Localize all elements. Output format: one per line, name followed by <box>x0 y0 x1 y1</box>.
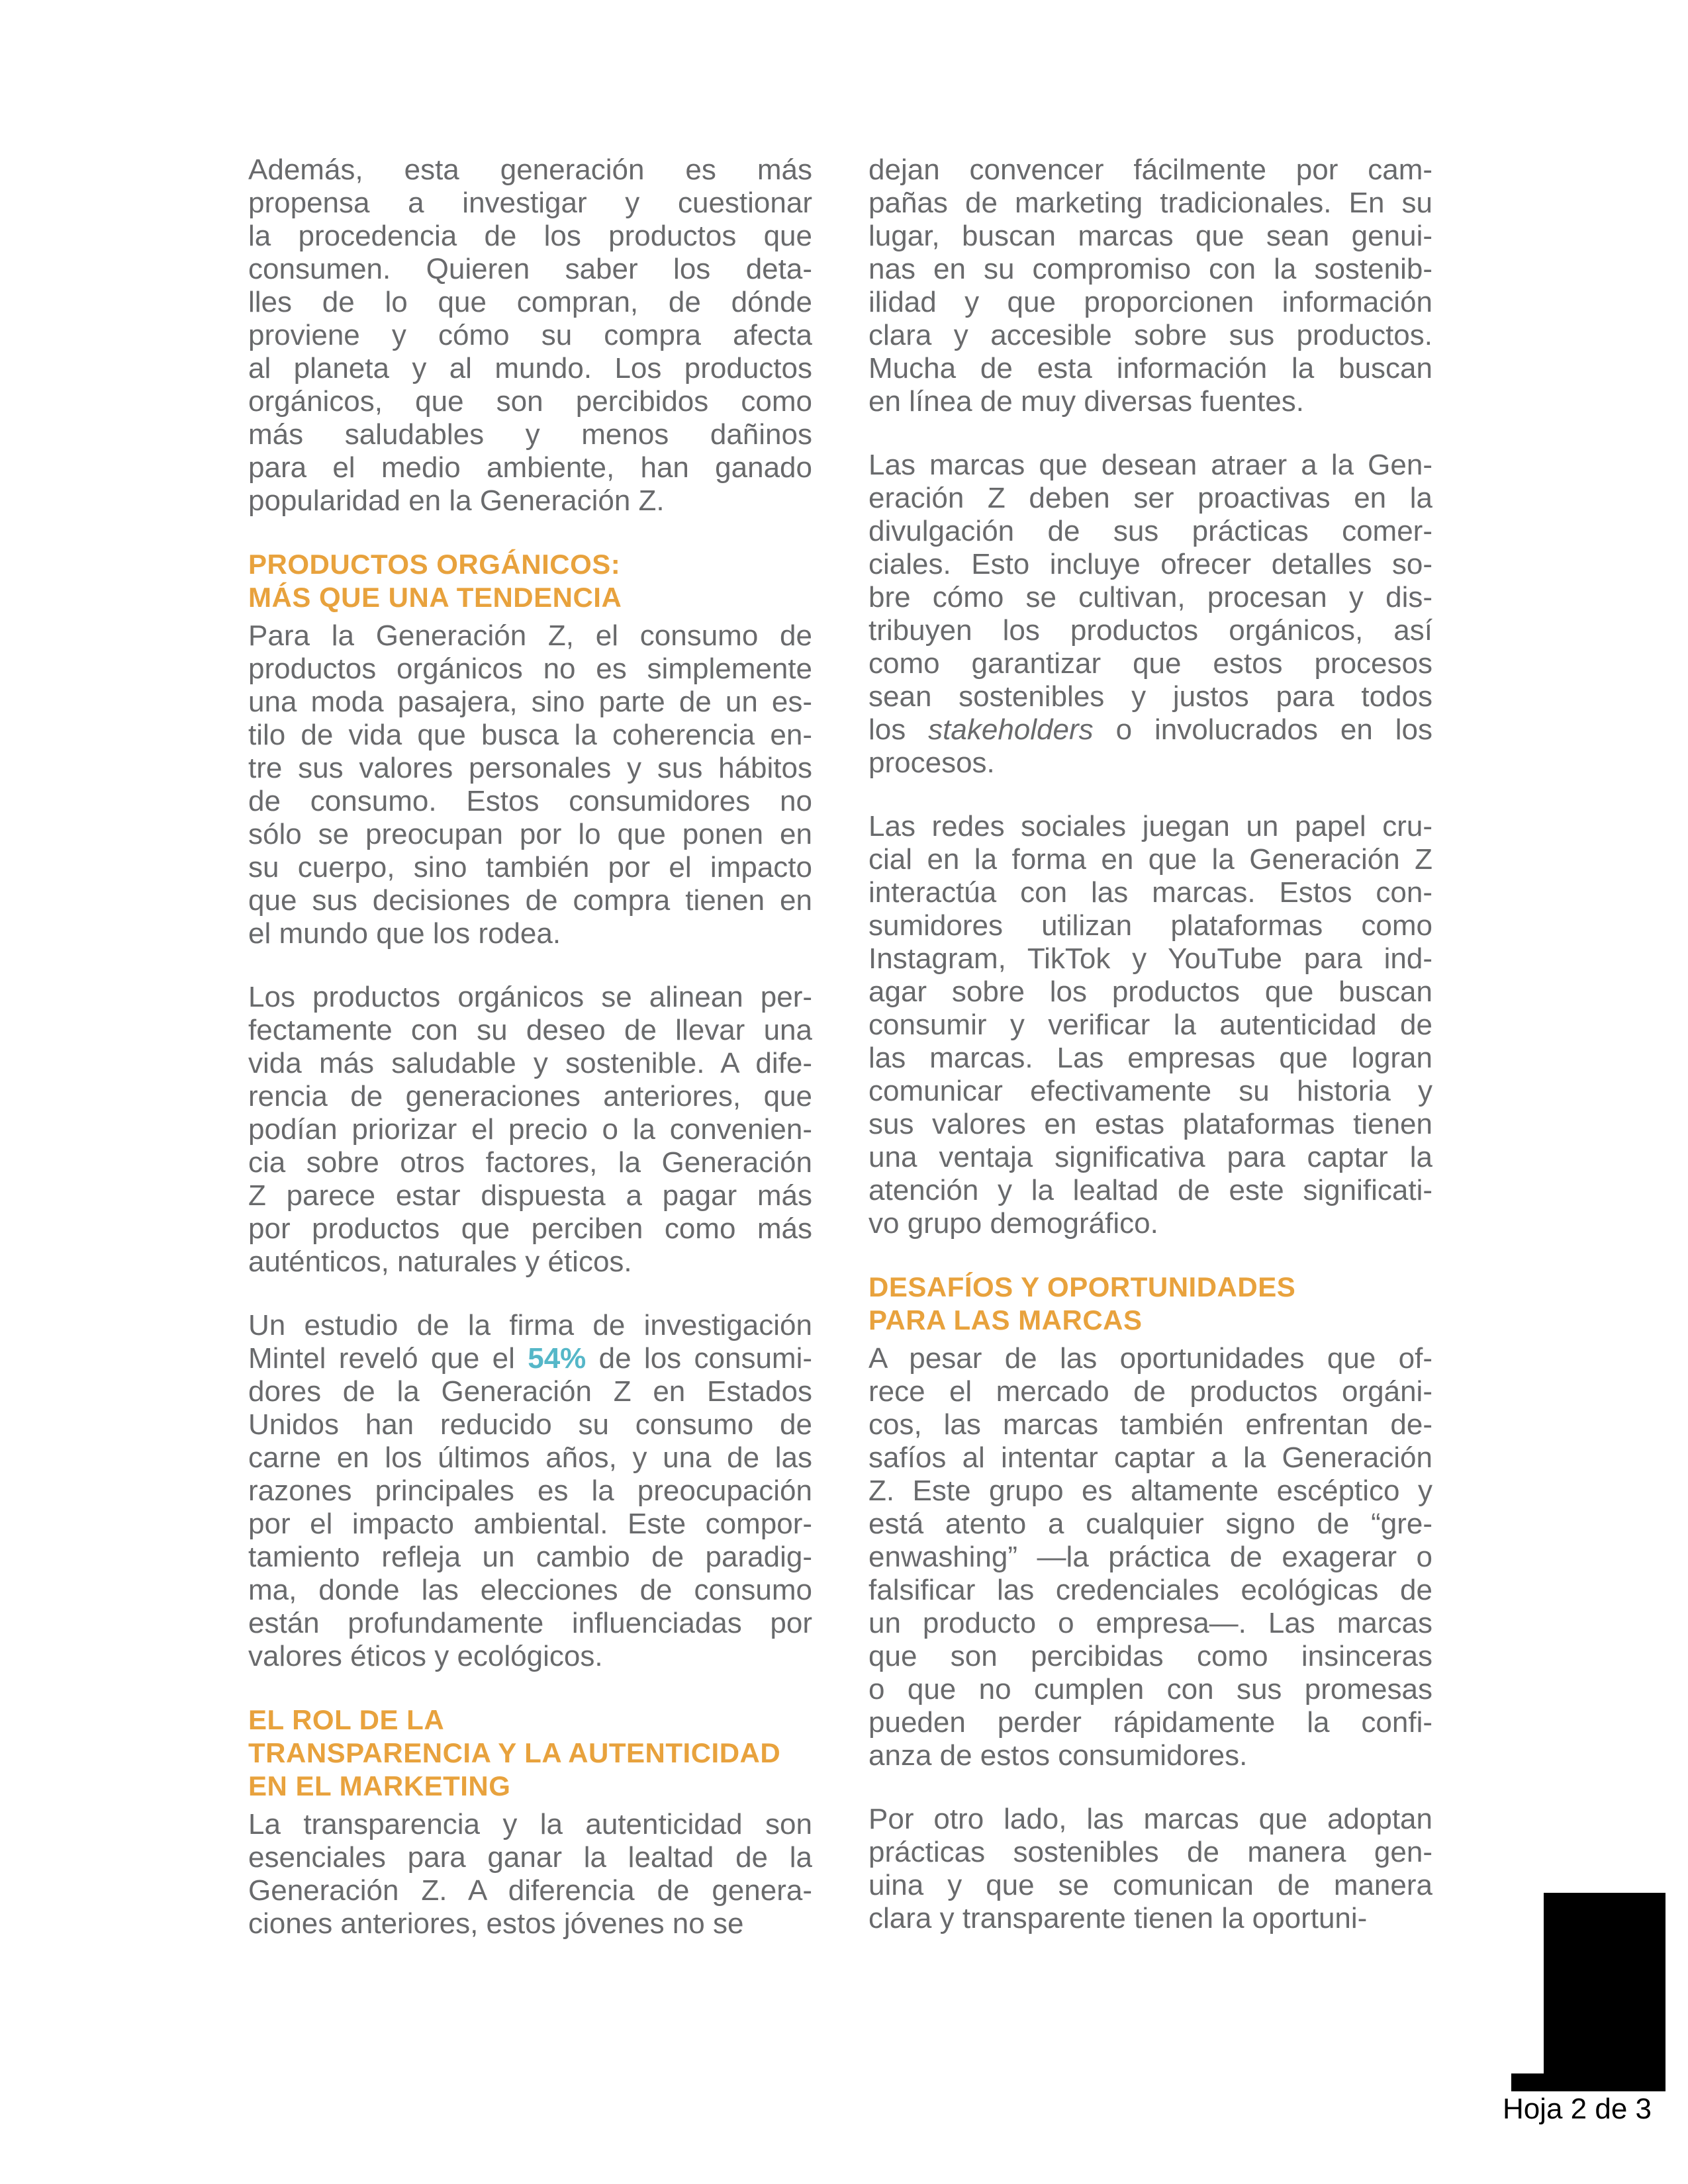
paragraph-line <box>868 482 1432 515</box>
paragraph-line <box>868 747 1432 780</box>
text-segment: tamiento refleja un cambio de paradig- <box>248 1541 812 1573</box>
text-segment: para el medio ambiente, han ganado <box>248 451 812 484</box>
paragraph-line <box>248 1080 812 1113</box>
text-segment: por el impacto ambiental. Este compor- <box>248 1508 812 1540</box>
paragraph-line <box>868 1574 1432 1607</box>
paragraph-line <box>248 619 812 653</box>
text-segment: rencia de generaciones anteriores, que <box>248 1080 812 1113</box>
text-segment: el mundo que los rodea. <box>248 917 561 950</box>
paragraph-line <box>868 614 1432 647</box>
text-segment: valores éticos y ecológicos. <box>248 1640 603 1672</box>
paragraph-line <box>248 220 812 253</box>
paragraph <box>868 449 1432 780</box>
paragraph-line <box>248 653 812 686</box>
text-segment: ciales. Esto incluye ofrecer detalles so- <box>868 548 1432 580</box>
paragraph-line <box>868 515 1432 548</box>
text-segment: sólo se preocupan por lo que ponen en <box>248 818 812 850</box>
heading-line <box>248 1737 812 1770</box>
text-segment: están profundamente influenciadas por <box>248 1607 812 1639</box>
heading-line <box>248 1770 812 1803</box>
paragraph-line <box>248 1640 812 1673</box>
paragraph <box>248 154 812 518</box>
text-segment: vo grupo demográfico. <box>868 1207 1158 1240</box>
paragraph-line <box>248 1014 812 1047</box>
text-segment: o involucrados en los <box>1093 713 1432 746</box>
paragraph-line <box>868 1141 1432 1174</box>
paragraph-line <box>868 909 1432 942</box>
paragraph-line <box>248 484 812 518</box>
paragraph-line <box>868 1640 1432 1673</box>
section-heading <box>248 548 812 614</box>
text-segment: Los productos orgánicos se alinean per- <box>248 981 812 1013</box>
text-segment: bre cómo se cultivan, procesan y dis- <box>868 581 1432 614</box>
paragraph-line <box>868 1869 1432 1902</box>
text-segment: TRANSPARENCIA Y LA AUTENTICIDAD <box>248 1737 781 1768</box>
paragraph-line <box>248 1508 812 1541</box>
paragraph-line <box>248 917 812 950</box>
paragraph-line <box>248 686 812 719</box>
paragraph-line <box>248 1475 812 1508</box>
paragraph-line <box>248 884 812 917</box>
text-segment: al planeta y al mundo. Los productos <box>248 352 812 385</box>
text-segment: razones principales es la preocupación <box>248 1475 812 1507</box>
text-segment: en línea de muy diversas fuentes. <box>868 385 1304 418</box>
section-heading <box>248 1704 812 1803</box>
text-segment: ma, donde las elecciones de consumo <box>248 1574 812 1606</box>
text-segment: DESAFÍOS Y OPORTUNIDADES <box>868 1271 1296 1302</box>
paragraph-line <box>868 876 1432 909</box>
text-segment: su cuerpo, sino también por el impacto <box>248 851 812 884</box>
paragraph-line <box>868 1902 1432 1935</box>
text-segment: orgánicos, que son percibidos como <box>248 385 812 418</box>
text-segment: Mintel reveló que el <box>248 1342 528 1375</box>
paragraph-line <box>248 286 812 319</box>
text-segment: PARA LAS MARCAS <box>868 1304 1143 1336</box>
paragraph-line <box>248 1375 812 1408</box>
page-number-label: Hoja 2 de 3 <box>1502 2093 1652 2125</box>
paragraph-line <box>248 1607 812 1640</box>
text-segment: divulgación de sus prácticas comer- <box>868 515 1432 547</box>
paragraph-line <box>868 286 1432 319</box>
text-segment: dejan convencer fácilmente por cam- <box>868 154 1432 186</box>
paragraph <box>248 619 812 950</box>
paragraph-line <box>868 1342 1432 1375</box>
paragraph-line <box>868 1673 1432 1706</box>
text-segment: más saludables y menos dañinos <box>248 418 812 451</box>
paragraph-line <box>248 1408 812 1441</box>
paragraph-line <box>248 1342 812 1375</box>
corner-graphic-block <box>1544 1893 1665 2091</box>
paragraph-line <box>248 1574 812 1607</box>
paragraph-line <box>248 1212 812 1246</box>
text-segment: comunicar efectivamente su historia y <box>868 1075 1432 1107</box>
text-segment: consumen. Quieren saber los deta- <box>248 253 812 285</box>
text-segment: interactúa con las marcas. Estos con- <box>868 876 1432 909</box>
paragraph-line <box>868 1408 1432 1441</box>
text-segment: enwashing” —la práctica de exagerar o <box>868 1541 1432 1573</box>
text-segment: está atento a cualquier signo de “gre- <box>868 1508 1432 1540</box>
paragraph-line <box>868 1739 1432 1772</box>
text-segment: Unidos han reducido su consumo de <box>248 1408 812 1441</box>
text-segment: carne en los últimos años, y una de las <box>248 1441 812 1474</box>
paragraph-line <box>868 449 1432 482</box>
paragraph-line <box>248 187 812 220</box>
paragraph-line <box>868 385 1432 418</box>
paragraph-line <box>868 810 1432 843</box>
paragraph-line <box>248 1113 812 1146</box>
paragraph-line <box>868 1508 1432 1541</box>
text-segment: rece el mercado de productos orgáni- <box>868 1375 1432 1408</box>
text-segment: dores de la Generación Z en Estados <box>248 1375 812 1408</box>
text-segment: sumidores utilizan plataformas como <box>868 909 1432 942</box>
text-segment: los <box>868 713 929 746</box>
text-segment: Un estudio de la firma de investigación <box>248 1309 812 1342</box>
text-segment: popularidad en la Generación Z. <box>248 484 665 517</box>
italic-term: stakeholders <box>928 713 1094 746</box>
text-segment: Mucha de esta información la buscan <box>868 352 1432 385</box>
text-segment: anza de estos consumidores. <box>868 1739 1248 1772</box>
text-segment: MÁS QUE UNA TENDENCIA <box>248 582 622 613</box>
heading-line <box>248 548 812 581</box>
paragraph-line <box>868 1009 1432 1042</box>
text-segment: ciones anteriores, estos jóvenes no se <box>248 1907 744 1940</box>
paragraph-line <box>868 976 1432 1009</box>
paragraph-line <box>248 253 812 286</box>
text-segment: tilo de vida que busca la coherencia en- <box>248 719 812 751</box>
text-segment: safíos al intentar captar a la Generación <box>868 1441 1432 1474</box>
paragraph-line <box>868 154 1432 187</box>
paragraph-line <box>868 647 1432 680</box>
text-segment: un producto o empresa—. Las marcas <box>868 1607 1432 1639</box>
text-segment: o que no cumplen con sus promesas <box>868 1673 1432 1706</box>
text-segment: agar sobre los productos que buscan <box>868 976 1432 1008</box>
text-segment: que sus decisiones de compra tienen en <box>248 884 812 917</box>
paragraph-line <box>248 1047 812 1080</box>
text-segment: vida más saludable y sostenible. A dife- <box>248 1047 812 1079</box>
paragraph-line <box>868 1207 1432 1240</box>
text-segment: pueden perder rápidamente la confi- <box>868 1706 1432 1739</box>
text-segment: Las redes sociales juegan un papel cru- <box>868 810 1432 842</box>
paragraph-line <box>248 451 812 484</box>
text-segment: la procedencia de los productos que <box>248 220 812 252</box>
left-text-column <box>248 154 812 1971</box>
text-segment: por productos que perciben como más <box>248 1212 812 1245</box>
paragraph <box>248 981 812 1279</box>
paragraph-line <box>248 851 812 884</box>
text-segment: atención y la lealtad de este significati- <box>868 1174 1432 1206</box>
text-segment: Las marcas que desean atraer a la Gen- <box>868 449 1432 481</box>
paragraph-line <box>248 1541 812 1574</box>
paragraph-line <box>868 713 1432 747</box>
text-segment: A pesar de las oportunidades que of- <box>868 1342 1432 1375</box>
paragraph-line <box>248 385 812 418</box>
text-segment: falsificar las credenciales ecológicas de <box>868 1574 1432 1606</box>
paragraph-line <box>868 1441 1432 1475</box>
paragraph-line <box>868 1706 1432 1739</box>
text-segment: Instagram, TikTok y YouTube para ind- <box>868 942 1432 975</box>
paragraph-line <box>868 1836 1432 1869</box>
text-segment: productos orgánicos no es simplemente <box>248 653 812 685</box>
paragraph-line <box>868 253 1432 286</box>
text-segment: nas en su compromiso con la sostenib- <box>868 253 1432 285</box>
paragraph-line <box>248 752 812 785</box>
text-segment: clara y accesible sobre sus productos. <box>868 319 1432 351</box>
paragraph-line <box>868 220 1432 253</box>
text-segment: cial en la forma en que la Generación Z <box>868 843 1432 876</box>
text-segment: ilidad y que proporcionen información <box>868 286 1432 318</box>
paragraph-line <box>868 319 1432 352</box>
text-segment: consumir y verificar la autenticidad de <box>868 1009 1432 1041</box>
paragraph-line <box>248 1309 812 1342</box>
text-segment: eración Z deben ser proactivas en la <box>868 482 1432 514</box>
paragraph-line <box>248 418 812 451</box>
paragraph <box>868 810 1432 1240</box>
text-segment: sean sostenibles y justos para todos <box>868 680 1432 713</box>
text-segment: proviene y cómo su compra afecta <box>248 319 812 351</box>
paragraph-line <box>868 843 1432 876</box>
text-segment: cia sobre otros factores, la Generación <box>248 1146 812 1179</box>
text-segment: tribuyen los productos orgánicos, así <box>868 614 1432 647</box>
text-segment: una moda pasajera, sino parte de un es- <box>248 686 812 718</box>
text-segment: La transparencia y la autenticidad son <box>248 1808 812 1841</box>
text-segment: de los consumi- <box>586 1342 813 1375</box>
paragraph-line <box>868 1108 1432 1141</box>
text-segment: de consumo. Estos consumidores no <box>248 785 812 817</box>
paragraph-line <box>248 1841 812 1874</box>
text-segment: Z parece estar dispuesta a pagar más <box>248 1179 812 1212</box>
text-segment: podían priorizar el precio o la convenien- <box>248 1113 812 1146</box>
text-segment: cos, las marcas también enfrentan de- <box>868 1408 1432 1441</box>
text-segment: PRODUCTOS ORGÁNICOS: <box>248 549 621 580</box>
paragraph-line <box>248 1179 812 1212</box>
section-heading <box>868 1271 1432 1337</box>
paragraph-line <box>248 1907 812 1940</box>
paragraph-line <box>868 1475 1432 1508</box>
text-segment: EN EL MARKETING <box>248 1770 511 1801</box>
paragraph-line <box>248 981 812 1014</box>
text-segment: uina y que se comunican de manera <box>868 1869 1432 1901</box>
text-segment: las marcas. Las empresas que logran <box>868 1042 1432 1074</box>
heading-line <box>868 1304 1432 1337</box>
paragraph-line <box>248 818 812 851</box>
text-segment: lugar, buscan marcas que sean genui- <box>868 220 1432 252</box>
paragraph-line <box>868 581 1432 614</box>
paragraph-line <box>248 1146 812 1179</box>
paragraph <box>868 1803 1432 1935</box>
text-segment: Además, esta generación es más <box>248 154 812 186</box>
text-segment: esenciales para ganar la lealtad de la <box>248 1841 812 1874</box>
text-segment: clara y transparente tienen la oportuni- <box>868 1902 1368 1934</box>
heading-line <box>868 1271 1432 1304</box>
paragraph-line <box>248 154 812 187</box>
text-segment: EL ROL DE LA <box>248 1704 445 1735</box>
paragraph <box>248 1309 812 1673</box>
paragraph-line <box>248 1246 812 1279</box>
paragraph-line <box>868 680 1432 713</box>
paragraph-line <box>868 1174 1432 1207</box>
text-segment: pañas de marketing tradicionales. En su <box>868 187 1432 219</box>
text-segment: lles de lo que compran, de dónde <box>248 286 812 318</box>
paragraph-line <box>868 1042 1432 1075</box>
paragraph-line <box>868 1541 1432 1574</box>
text-segment: fectamente con su deseo de llevar una <box>248 1014 812 1046</box>
text-segment: Z. Este grupo es altamente escéptico y <box>868 1475 1432 1507</box>
paragraph-line <box>868 1803 1432 1836</box>
paragraph <box>868 154 1432 418</box>
paragraph <box>248 1808 812 1940</box>
heading-line <box>248 581 812 614</box>
text-segment: prácticas sostenibles de manera gen- <box>868 1836 1432 1868</box>
text-segment: tre sus valores personales y sus hábitos <box>248 752 812 784</box>
text-segment: procesos. <box>868 747 995 779</box>
paragraph-line <box>248 1808 812 1841</box>
text-segment: propensa a investigar y cuestionar <box>248 187 812 219</box>
paragraph-line <box>248 319 812 352</box>
corner-graphic-step <box>1511 2073 1544 2091</box>
paragraph-line <box>868 1607 1432 1640</box>
paragraph-line <box>868 352 1432 385</box>
text-segment: Para la Generación Z, el consumo de <box>248 619 812 652</box>
right-text-column <box>868 154 1432 1966</box>
paragraph-line <box>248 352 812 385</box>
paragraph-line <box>868 942 1432 976</box>
paragraph-line <box>868 548 1432 581</box>
paragraph-line <box>868 1375 1432 1408</box>
paragraph <box>868 1342 1432 1772</box>
text-segment: sus valores en estas plataformas tienen <box>868 1108 1432 1140</box>
paragraph-line <box>248 785 812 818</box>
paragraph-line <box>868 187 1432 220</box>
paragraph-line <box>248 1441 812 1475</box>
text-segment: Por otro lado, las marcas que adoptan <box>868 1803 1432 1835</box>
text-segment: auténticos, naturales y éticos. <box>248 1246 632 1278</box>
text-segment: como garantizar que estos procesos <box>868 647 1432 680</box>
paragraph-line <box>868 1075 1432 1108</box>
text-segment: Generación Z. A diferencia de genera- <box>248 1874 812 1907</box>
paragraph-line <box>248 1874 812 1907</box>
stat-highlight: 54% <box>528 1342 586 1375</box>
heading-line <box>248 1704 812 1737</box>
text-segment: una ventaja significativa para captar la <box>868 1141 1432 1173</box>
paragraph-line <box>248 719 812 752</box>
text-segment: que son percibidas como insinceras <box>868 1640 1432 1672</box>
